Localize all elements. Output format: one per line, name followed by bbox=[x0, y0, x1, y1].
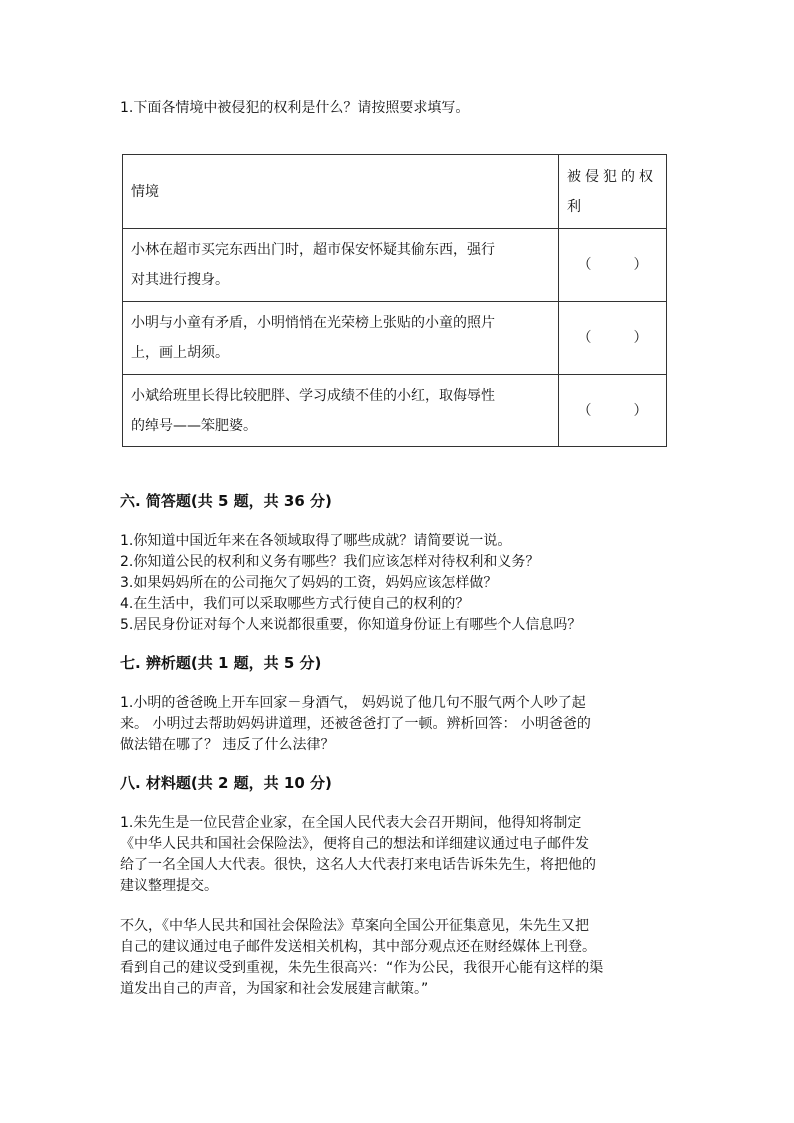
list-item: 3.如果妈妈所在的公司拖欠了妈妈的工资，妈妈应该怎样做？ bbox=[120, 575, 498, 591]
scenario-cell bbox=[123, 229, 559, 302]
answer-blank[interactable]: （ ） bbox=[559, 229, 667, 302]
scenario-line: 小斌给班里长得比较肥胖、学习成绩不佳的小红，取侮辱性 bbox=[131, 387, 495, 404]
scenario-cell bbox=[123, 302, 559, 375]
analysis-line: 1.小明的爸爸晚上开车回家－身酒气， 妈妈说了他几句不服气两个人吵了起 bbox=[120, 695, 586, 711]
header-scenario: 情境 bbox=[123, 155, 559, 229]
scenario-line: 对其进行搜身。 bbox=[131, 272, 229, 288]
table-row bbox=[123, 375, 667, 447]
analysis-line: 做法错在哪了？ 违反了什么法律？ bbox=[120, 737, 335, 753]
rights-table bbox=[122, 154, 667, 447]
list-item: 2.你知道公民的权利和义务有哪些？我们应该怎样对待权利和义务？ bbox=[120, 554, 540, 570]
answer-blank[interactable]: （ ） bbox=[559, 375, 667, 447]
scenario-line: 小明与小童有矛盾，小明悄悄在光荣榜上张贴的小童的照片 bbox=[131, 315, 495, 331]
scenario-cell bbox=[123, 375, 559, 447]
material-line: 1.朱先生是一位民营企业家，在全国人民代表大会召开期间，他得知将制定 bbox=[120, 815, 582, 831]
scenario-line: 上，画上胡须。 bbox=[131, 345, 229, 361]
material-line: 给了一名全国人大代表。很快，这名人大代表打来电话告诉朱先生，将把他的 bbox=[120, 857, 596, 873]
material-line: 《中华人民共和国社会保险法》，便将自己的想法和详细建议通过电子邮件发 bbox=[120, 836, 589, 852]
table-row bbox=[123, 229, 667, 302]
table-header-row bbox=[123, 155, 667, 229]
scenario-line: 小林在超市买完东西出门时，超市保安怀疑其偷东西，强行 bbox=[131, 242, 495, 258]
list-item: 4.在生活中，我们可以采取哪些方式行使自己的权利的？ bbox=[120, 596, 470, 612]
header-right: 被侵犯的权利 bbox=[559, 155, 667, 229]
section-heading-short-answer: 六. 简答题(共 5 题，共 36 分) bbox=[120, 492, 332, 510]
table-row bbox=[123, 302, 667, 375]
list-item: 5.居民身份证对每个人来说都很重要，你知道身份证上有哪些个人信息吗？ bbox=[120, 617, 582, 633]
scenario-line: 的绰号——笨肥婆。 bbox=[131, 417, 257, 434]
section-heading-analysis: 七. 辨析题(共 1 题，共 5 分) bbox=[120, 654, 322, 672]
analysis-line: 来。 小明过去帮助妈妈讲道理，还被爸爸打了一顿。辨析回答： 小明爸爸的 bbox=[120, 716, 591, 732]
list-item: 1.你知道中国近年来在各领域取得了哪些成就？请简要说一说。 bbox=[120, 533, 512, 549]
material-line: 不久，《中华人民共和国社会保险法》草案向全国公开征集意见，朱先生又把 bbox=[120, 918, 589, 934]
answer-blank[interactable]: （ ） bbox=[559, 302, 667, 375]
material-line: 看到自己的建议受到重视，朱先生很高兴：“作为公民，我很开心能有这样的渠 bbox=[120, 960, 604, 976]
section-heading-material: 八. 材料题(共 2 题，共 10 分) bbox=[120, 774, 332, 792]
question-intro: 1.下面各情境中被侵犯的权利是什么？请按照要求填写。 bbox=[120, 100, 470, 116]
material-line: 建议整理提交。 bbox=[120, 878, 218, 894]
material-line: 自己的建议通过电子邮件发送相关机构，其中部分观点还在财经媒体上刊登。 bbox=[120, 939, 596, 955]
material-line: 道发出自己的声音，为国家和社会发展建言献策。” bbox=[120, 981, 429, 997]
